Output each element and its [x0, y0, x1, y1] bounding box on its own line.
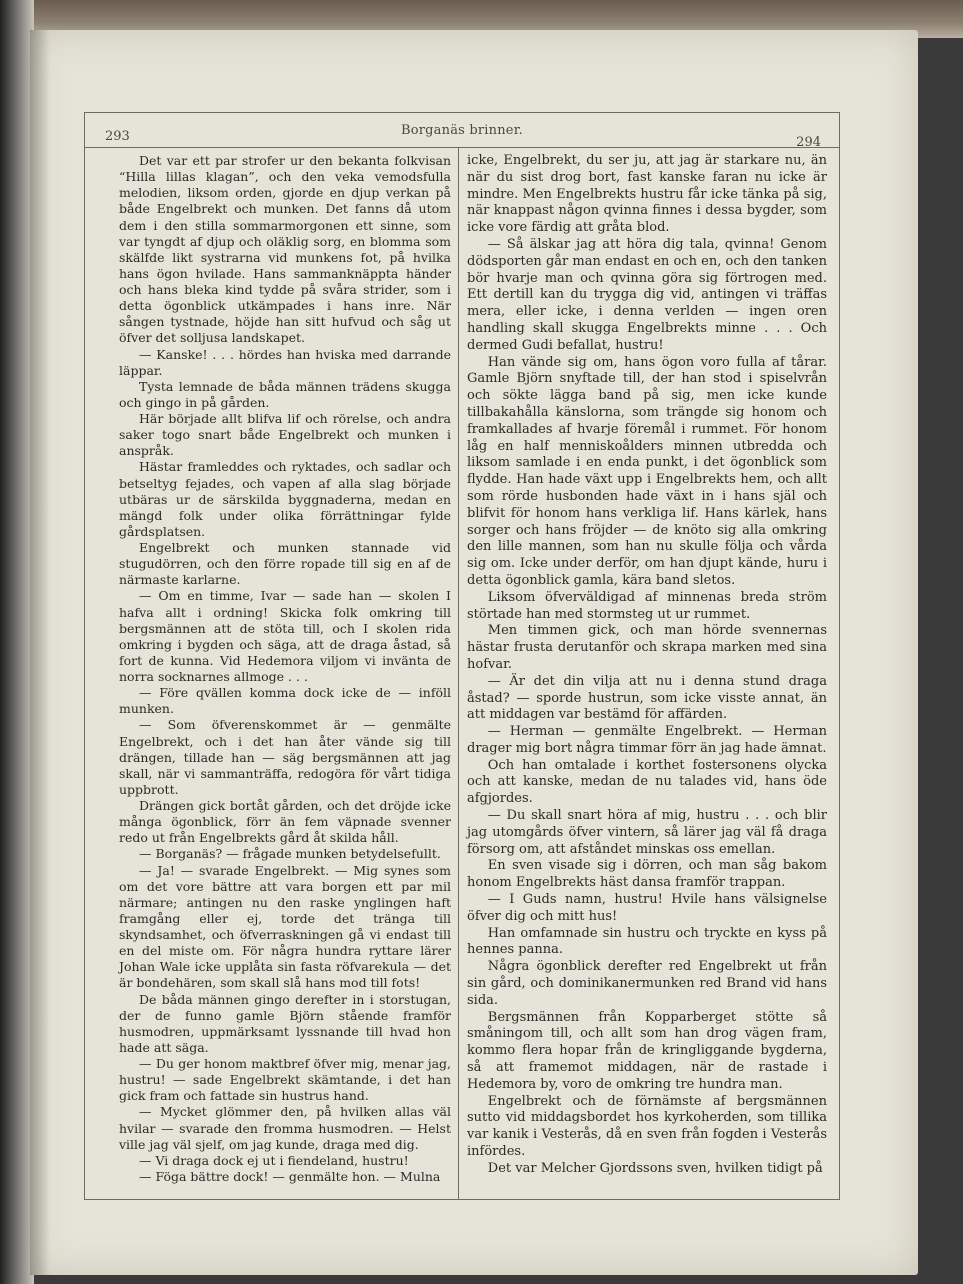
- paragraph: — Som öfverenskommet är — genmälte Engelbrekt, och i det han åter vände sig till drängen, tillade han — säg bergsmännen att jag skall, när vi sammanträffa, redogöra för vårt tidiga uppbrott.: [119, 717, 451, 797]
- paragraph: Men timmen gick, och man hörde svennernas hästar frusta derutanför och skrapa marken med sina hofvar.: [467, 623, 827, 672]
- paragraph: — Mycket glömmer den, på hvilken allas väl hvilar — svarade den fromma husmodren. — Helst ville jag väl sjelf, om jag kunde, draga med dig.: [119, 1104, 451, 1152]
- left-page-number: 293: [105, 129, 130, 144]
- running-title: Borganäs brinner.: [400, 123, 524, 138]
- paragraph: En sven visade sig i dörren, och man såg bakom honom Engelbrekts häst dansa framför trappan.: [467, 858, 827, 891]
- column-divider: [458, 147, 459, 1199]
- right-column: [467, 153, 827, 1178]
- paragraph: — Föga bättre dock! — genmälte hon. — Mulna: [139, 1168, 441, 1184]
- paragraph: — Kanske! . . . hördes han hviska med darrande läppar.: [119, 346, 451, 378]
- paragraph: Några ögonblick derefter red Engelbrekt ut från sin gård, och dominikanermunken red Brand vid hans sida.: [467, 959, 827, 1008]
- paragraph: — Är det din vilja att nu i denna stund draga åstad? — sporde hustrun, som icke visste annat, än att middagen var bestämd för affärden.: [467, 673, 827, 723]
- paragraph: Han vände sig om, hans ögon voro fulla af tårar. Gamle Björn snyftade till, der han stod i spiselvrån och sökte lägga band på sig, men icke kunde tillbakahålla känslorna, som trängde sig honom och framkallades af hvarje föremål i rummet. För honom låg en half menniskoålders minnen utbredda och liksom samlade i en enda punkt, i det ögonblick som flydde. Han hade växt upp i Engelbrekts hem, och allt som rörde husbonden hade växt in i hans själ och blifvit för honom hans verkliga lif. Hans kärlek, hans sorger och hans fröjder — de knöto sig alla omkring den lille mannen, som han nu skulle följa och vårda sig om. Icke under derför, om han djupt kände, huru i detta ögonblick gamla, kära band sletos.: [467, 354, 827, 588]
- paragraph: — Ja! — svarade Engelbrekt. — Mig synes som om det vore bättre att vara borgen ett par mil närmare; antingen nu den raske ynglingen haft framgång eller ej, torde det tränga till skyndsamhet, och öfverraskningen gå vi endast till en del miste om. För några hundra ryttare lärer Johan Wale icke upplåta sin fasta röfvarekula — det är bondehären, som skall slå hans mod till fots!: [119, 862, 451, 991]
- paragraph: Hästar framleddes och ryktades, och sadlar och betseltyg fejades, och vapen af alla slag började utbäras ur de särskilda byggnaderna, medan en mängd folk under olika förrättningar fylde gårdsplatsen.: [119, 459, 451, 539]
- spine-shadow: [30, 30, 50, 1275]
- left-column: [119, 153, 451, 1185]
- paragraph: Tysta lemnade de båda männen trädens skugga och gingo in på gården.: [119, 378, 451, 410]
- paragraph: Och han omtalade i korthet fostersonens olycka och att kanske, medan de nu talades vid, hans öde afgjordes.: [467, 757, 827, 807]
- paragraph: — Före qvällen komma dock icke de — inföll munken.: [119, 685, 451, 717]
- paragraph: De båda männen gingo derefter in i storstugan, der de funno gamle Björn stående framför husmodren, uppmärksamt lyssnande till hvad hon hade att säga.: [119, 991, 451, 1055]
- paragraph: Han omfamnade sin hustru och tryckte en kyss på hennes panna.: [467, 925, 827, 958]
- text-frame: [84, 112, 840, 1200]
- paragraph: Bergsmännen från Kopparberget stötte så småningom till, och allt som han drog vägen fram, kommo flera hopar från de kringliggande bygderna, så att framemot middagen, när de rastade i Hedemora by, voro de omkring tre hundra man.: [467, 1009, 827, 1092]
- paragraph: Engelbrekt och munken stannade vid stugudörren, och den förre ropade till sig en af de närmaste karlarne.: [119, 540, 451, 588]
- paragraph: Drängen gick bortåt gården, och det dröjde icke många ögonblick, förr än fem väpnade svenner redo ut från Engelbrekts gård åt skilda håll.: [119, 798, 451, 846]
- paragraph: — Så älskar jag att höra dig tala, qvinna! Genom dödsporten går man endast en och en, och den tanken bör hvarje man och qvinna göra sig förtrogen med. Ett dertill kan du trygga dig vid, antingen vi träffas mera, eller icke, i denna verlden — ingen oren handling skall skugga Engelbrekts minne . . . Och dermed Gudi befallat, hustru!: [467, 236, 827, 353]
- paragraph: Liksom öfverväldigad af minnenas breda ström störtade han med stormsteg ut ur rummet.: [467, 589, 827, 622]
- paragraph: — I Guds namn, hustru! Hvile hans välsignelse öfver dig och mitt hus!: [467, 892, 827, 924]
- paragraph: icke, Engelbrekt, du ser ju, att jag är starkare nu, än när du sist drog bort, fast kanske faran nu icke är mindre. Men Engelbrekts hustru får icke tänka på sig, när knappast någon qvinna finnes i dessa bygder, som icke vore färdig att gråta blod.: [467, 153, 827, 236]
- paragraph: — Herman — genmälte Engelbrekt. — Herman drager mig bort några timmar förr än jag hade ämnat.: [467, 724, 827, 756]
- paragraph: — Du skall snart höra af mig, hustru . . . och blir jag utomgårds öfver vintern, så lärer jag väl få draga försorg om, att afståndet minskas oss emellan.: [467, 808, 827, 857]
- paragraph: — Borganäs? — frågade munken betydelsefullt.: [139, 846, 441, 862]
- header-rule: [85, 147, 839, 148]
- paragraph: Det var ett par strofer ur den bekanta folkvisan “Hilla lillas klagan”, och den veka vemodsfulla melodien, liksom orden, gjorde en djup verkan på både Engelbrekt och munken. Det fanns då utom dem i den stilla sommarmorgonen ett sinne, som var tyngdt af djup och oläklig sorg, en blomma som skälfde likt systrarna vid munkens fot, på hvilka hans ögon hvilade. Hans sammanknäppta händer och hans bleka kind tydde på svåra strider, som i detta ögonblick utkämpades i hans inre. När sången tystnade, höjde han sitt hufvud och såg ut öfver det solljusa landskapet.: [119, 153, 451, 346]
- paragraph: Engelbrekt och de förnämste af bergsmännen sutto vid middagsbordet hos kyrkoherden, som tillika var kanik i Vesterås, då en sven från fogden i Vesterås infördes.: [467, 1093, 827, 1160]
- paragraph: Det var Melcher Gjordssons sven, hvilken tidigt på: [487, 1160, 823, 1176]
- book-binding-edge: [0, 0, 34, 1284]
- right-page-number: 294: [796, 135, 821, 150]
- paragraph: — Om en timme, Ivar — sade han — skolen I hafva allt i ordning! Skicka folk omkring till bergsmännen att de stöta till, och I skolen rida omkring i bygden och säga, att de draga åstad, så fort de kunna. Vid Hedemora viljom vi invänta de norra socknarnes allmoge . . .: [119, 588, 451, 684]
- paragraph: — Du ger honom maktbref öfver mig, menar jag, hustru! — sade Engelbrekt skämtande, i det han gick fram och fattade sin hustrus hand.: [119, 1056, 451, 1104]
- paragraph: — Vi draga dock ej ut i fiendeland, hustru!: [139, 1152, 409, 1168]
- paragraph: Här började allt blifva lif och rörelse, och andra saker togo snart både Engelbrekt och munken i anspråk.: [119, 411, 451, 459]
